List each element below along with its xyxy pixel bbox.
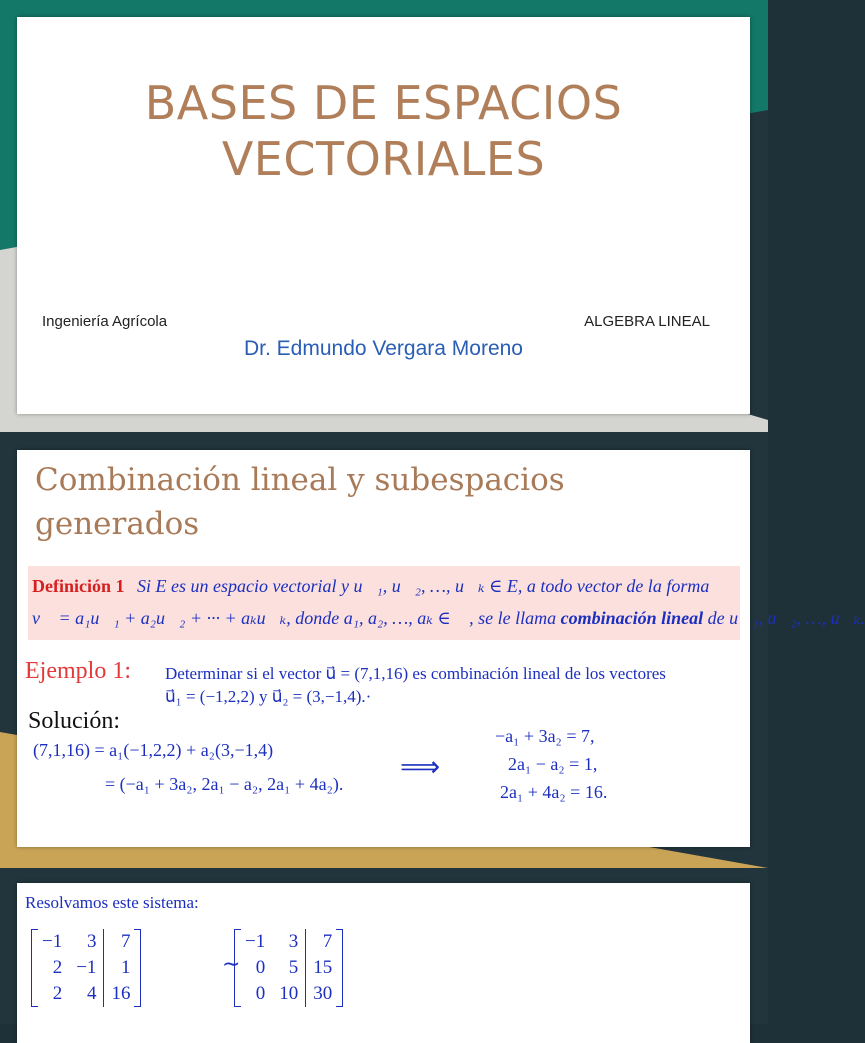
matrix-cell: 1 xyxy=(104,955,138,981)
slide-title xyxy=(17,75,750,187)
right-bracket xyxy=(336,929,343,1007)
definition-term: Definición xyxy=(32,576,111,596)
equation-1: (7,1,16) = a₁(−1,2,2) + a₂(3,−1,4) xyxy=(33,740,274,760)
title-slide xyxy=(17,17,750,414)
equivalence-symbol: ∼ xyxy=(222,951,241,976)
matrix-cell: 7 xyxy=(306,929,340,955)
slide-heading xyxy=(35,458,565,546)
course-label: ALGEBRA LINEAL xyxy=(584,313,710,330)
matrix-row xyxy=(238,955,339,981)
equation-2: = (−a₁ + 3a₂, 2a₁ − a₂, 2a₁ + 4a₂). xyxy=(105,774,344,794)
matrix-row xyxy=(238,981,339,1007)
matrix-cell: 0 xyxy=(255,983,266,1004)
system-solution-slide xyxy=(17,883,750,1043)
matrix-row xyxy=(238,929,339,955)
matrix-cell: 16 xyxy=(104,981,138,1007)
matrix-cell: −1 xyxy=(76,957,97,978)
matrix-cell: −1 xyxy=(42,931,63,952)
matrix-cell: 3 xyxy=(86,931,97,952)
matrix-row xyxy=(35,955,137,981)
augmented-matrix-2 xyxy=(238,929,339,1007)
left-bracket xyxy=(234,929,241,1007)
heading-line-1: Combinación lineal y subespacios xyxy=(35,462,565,498)
matrix-cell: 4 xyxy=(86,983,97,1004)
right-bracket xyxy=(134,929,141,1007)
title-line-2: VECTORIALES xyxy=(221,132,546,186)
matrix-cell: 3 xyxy=(288,931,299,952)
matrix-cell: 0 xyxy=(255,957,266,978)
matrix-cell: 5 xyxy=(288,957,299,978)
definition-text-2b: de u⃗₁, u⃗₂, …, u⃗ₖ. xyxy=(707,608,865,628)
solution-title: Solución: xyxy=(28,708,121,734)
author-name: Dr. Edmundo Vergara Moreno xyxy=(244,337,523,360)
system-equation-3: 2a₁ + 4a₂ = 16. xyxy=(500,782,608,802)
matrix-cell: 7 xyxy=(104,929,138,955)
matrix-cell: 30 xyxy=(306,981,340,1007)
definition-number: 1 xyxy=(115,576,125,596)
definition-text-1: Si E es un espacio vectorial y u⃗₁, u⃗₂, …, u⃗ₖ ∈ E, a todo vector de la forma xyxy=(137,576,710,596)
heading-line-2: generados xyxy=(35,506,200,542)
matrix-row xyxy=(35,981,137,1007)
matrix-cell: 15 xyxy=(306,955,340,981)
system-equation-2: 2a₁ − a₂ = 1, xyxy=(508,754,598,774)
augmented-matrix-1 xyxy=(35,929,137,1007)
solve-heading: Resolvamos este sistema: xyxy=(25,893,199,912)
program-label: Ingeniería Agrícola xyxy=(42,313,168,330)
definition-text-2a: v⃗ = a₁u⃗₁ + a₂u⃗₂ + ··· + aₖu⃗ₖ, donde a₁, a₂, …, aₖ ∈ ℝ, se le llama xyxy=(32,608,557,628)
definition-line-2 xyxy=(32,608,865,629)
linear-combination-slide xyxy=(17,450,865,847)
example-line-2: u⃗₁ = (−1,2,2) y u⃗₂ = (3,−1,4).· xyxy=(165,687,372,706)
system-equation-1: −a₁ + 3a₂ = 7, xyxy=(495,726,595,746)
matrix-cell: 2 xyxy=(52,957,63,978)
implies-arrow: ⟹ xyxy=(400,751,441,782)
definition-bold-term: combinación lineal xyxy=(560,608,704,628)
matrix-cell: 10 xyxy=(279,983,299,1004)
definition-line-1 xyxy=(32,576,709,597)
left-bracket xyxy=(31,929,38,1007)
matrix-row xyxy=(35,929,137,955)
definition-box xyxy=(28,566,865,640)
matrix-cell: 2 xyxy=(52,983,63,1004)
example-line-1: Determinar si el vector u⃗ = (7,1,16) es combinación lineal de los vectores xyxy=(165,664,666,683)
example-title: Ejemplo 1: xyxy=(25,658,131,684)
title-line-1: BASES DE ESPACIOS xyxy=(144,76,623,130)
matrix-cell: −1 xyxy=(245,931,266,952)
